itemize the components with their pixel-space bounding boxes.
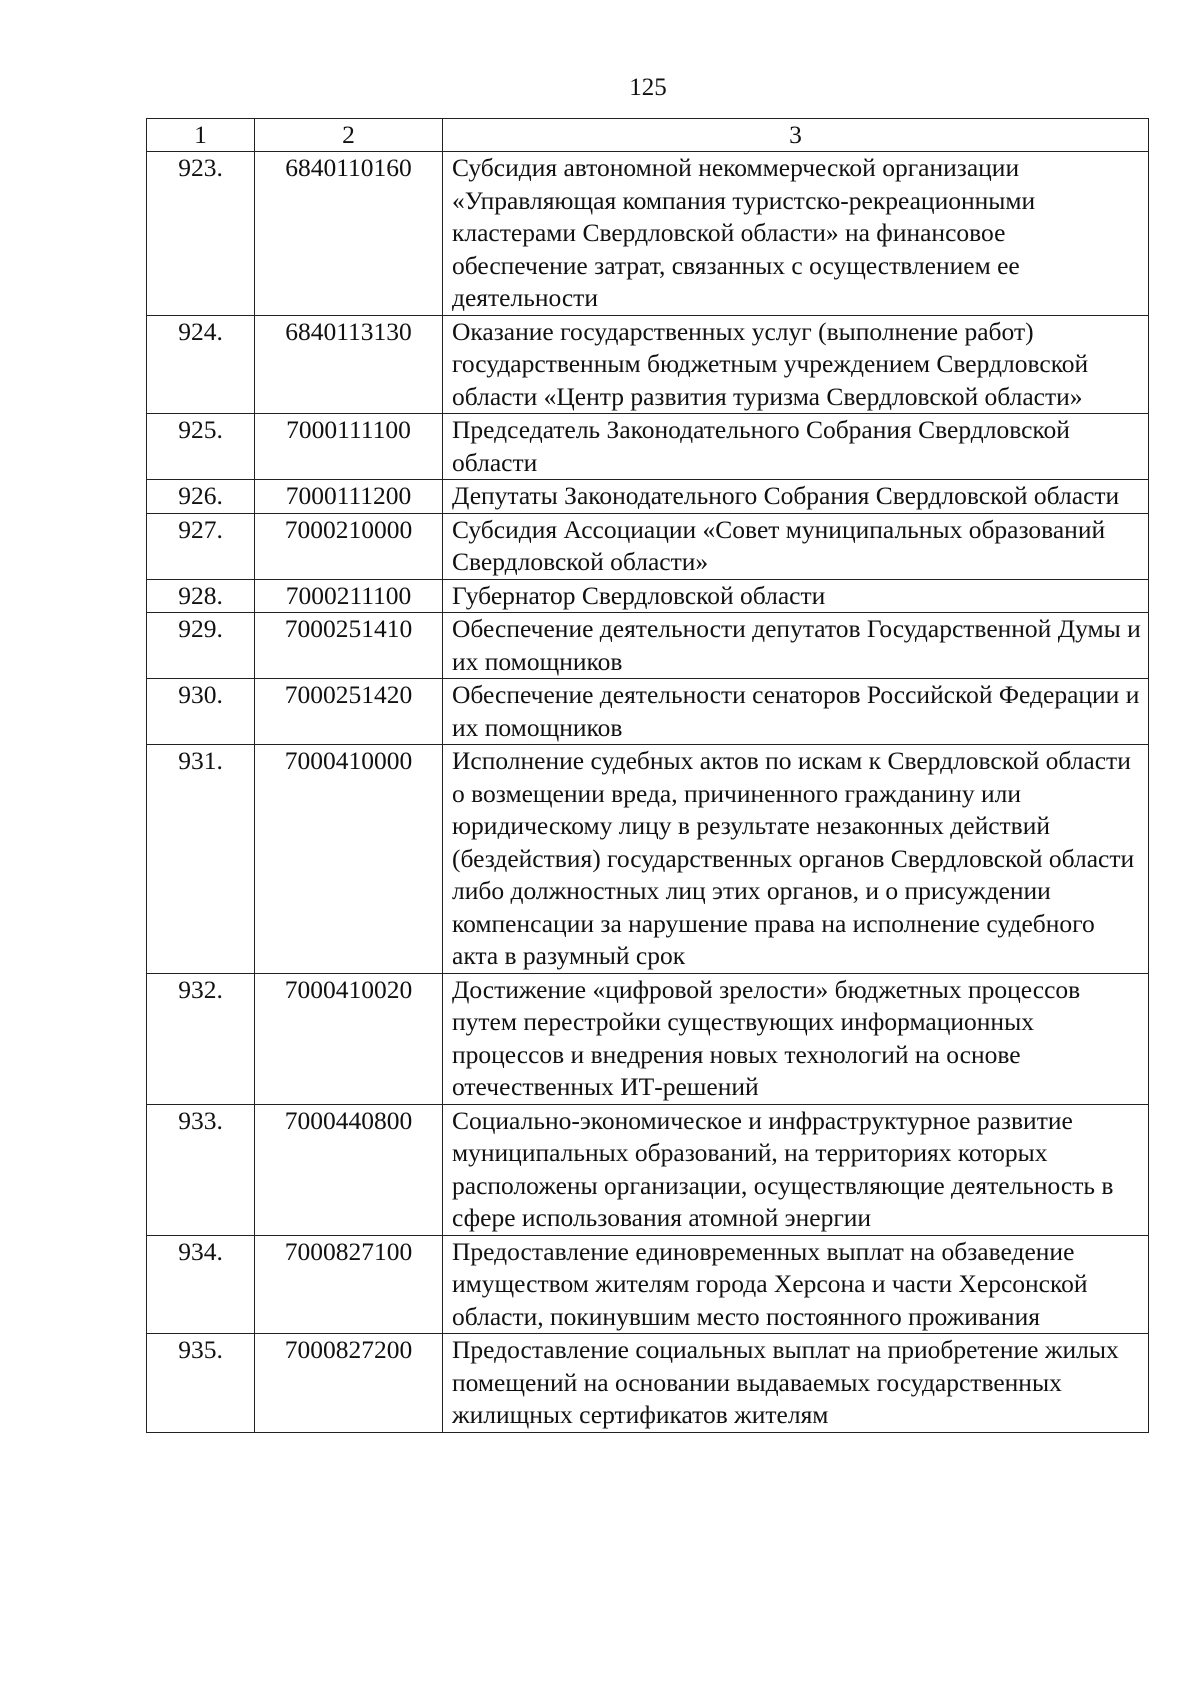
table-row — [147, 579, 1149, 613]
column-header-number: 1 — [147, 119, 255, 152]
table-row — [147, 745, 1149, 974]
row-number-cell: 933. — [147, 1104, 255, 1235]
table-row — [147, 315, 1149, 414]
table-row — [147, 480, 1149, 514]
table-row — [147, 414, 1149, 480]
row-number-cell: 931. — [147, 745, 255, 974]
row-code-cell: 7000251420 — [255, 679, 443, 745]
column-header-description: 3 — [443, 119, 1149, 152]
row-number-cell: 924. — [147, 315, 255, 414]
row-number-cell: 925. — [147, 414, 255, 480]
row-code-cell: 7000111100 — [255, 414, 443, 480]
table-row — [147, 1235, 1149, 1334]
row-number-cell: 923. — [147, 152, 255, 316]
table-row — [147, 679, 1149, 745]
row-code-cell: 7000440800 — [255, 1104, 443, 1235]
row-description-cell: Председатель Законодательного Собрания Свердловской области — [443, 414, 1149, 480]
column-header-code: 2 — [255, 119, 443, 152]
row-description-cell: Предоставление единовременных выплат на обзаведение имуществом жителям города Херсона и части Херсонской области, покинувшим место постоянного проживания — [443, 1235, 1149, 1334]
table-body — [147, 152, 1149, 1433]
row-code-cell: 7000211100 — [255, 579, 443, 613]
row-description-cell: Субсидия Ассоциации «Совет муниципальных образований Свердловской области» — [443, 513, 1149, 579]
table-row — [147, 1104, 1149, 1235]
row-code-cell: 7000827100 — [255, 1235, 443, 1334]
row-code-cell: 6840110160 — [255, 152, 443, 316]
row-description-cell: Депутаты Законодательного Собрания Свердловской области — [443, 480, 1149, 514]
row-description-cell: Достижение «цифровой зрелости» бюджетных процессов путем перестройки существующих информационных процессов и внедрения новых технологий на основе отечественных ИТ-решений — [443, 973, 1149, 1104]
row-description-cell: Обеспечение деятельности сенаторов Российской Федерации и их помощников — [443, 679, 1149, 745]
page-number: 125 — [629, 74, 667, 101]
budget-codes-table — [146, 118, 1149, 1433]
table-row — [147, 613, 1149, 679]
row-number-cell: 926. — [147, 480, 255, 514]
row-code-cell: 7000210000 — [255, 513, 443, 579]
row-code-cell: 6840113130 — [255, 315, 443, 414]
table-row — [147, 513, 1149, 579]
row-code-cell: 7000410020 — [255, 973, 443, 1104]
row-description-cell: Обеспечение деятельности депутатов Государственной Думы и их помощников — [443, 613, 1149, 679]
row-number-cell: 934. — [147, 1235, 255, 1334]
row-description-cell: Исполнение судебных актов по искам к Свердловской области о возмещении вреда, причиненного гражданину или юридическому лицу в результате незаконных действий (бездействия) государственных органов Свердловской области либо должностных лиц этих органов, и о присуждении компенсации за нарушение права на исполнение судебного акта в разумный срок — [443, 745, 1149, 974]
table-header-row — [147, 119, 1149, 152]
row-number-cell: 930. — [147, 679, 255, 745]
row-description-cell: Субсидия автономной некоммерческой организации «Управляющая компания туристско-рекреационными кластерами Свердловской области» на финансовое обеспечение затрат, связанных с осуществлением ее деятельности — [443, 152, 1149, 316]
row-number-cell: 928. — [147, 579, 255, 613]
row-number-cell: 927. — [147, 513, 255, 579]
row-description-cell: Социально-экономическое и инфраструктурное развитие муниципальных образований, на территориях которых расположены организации, осуществляющие деятельность в сфере использования атомной энергии — [443, 1104, 1149, 1235]
table-row — [147, 973, 1149, 1104]
row-number-cell: 932. — [147, 973, 255, 1104]
row-number-cell: 935. — [147, 1334, 255, 1433]
table-row — [147, 152, 1149, 316]
row-description-cell: Предоставление социальных выплат на приобретение жилых помещений на основании выдаваемых государственных жилищных сертификатов жителям — [443, 1334, 1149, 1433]
row-code-cell: 7000111200 — [255, 480, 443, 514]
row-code-cell: 7000251410 — [255, 613, 443, 679]
row-code-cell: 7000827200 — [255, 1334, 443, 1433]
row-description-cell: Губернатор Свердловской области — [443, 579, 1149, 613]
row-number-cell: 929. — [147, 613, 255, 679]
row-description-cell: Оказание государственных услуг (выполнение работ) государственным бюджетным учреждением Свердловской области «Центр развития туризма Свердловской области» — [443, 315, 1149, 414]
table-row — [147, 1334, 1149, 1433]
row-code-cell: 7000410000 — [255, 745, 443, 974]
